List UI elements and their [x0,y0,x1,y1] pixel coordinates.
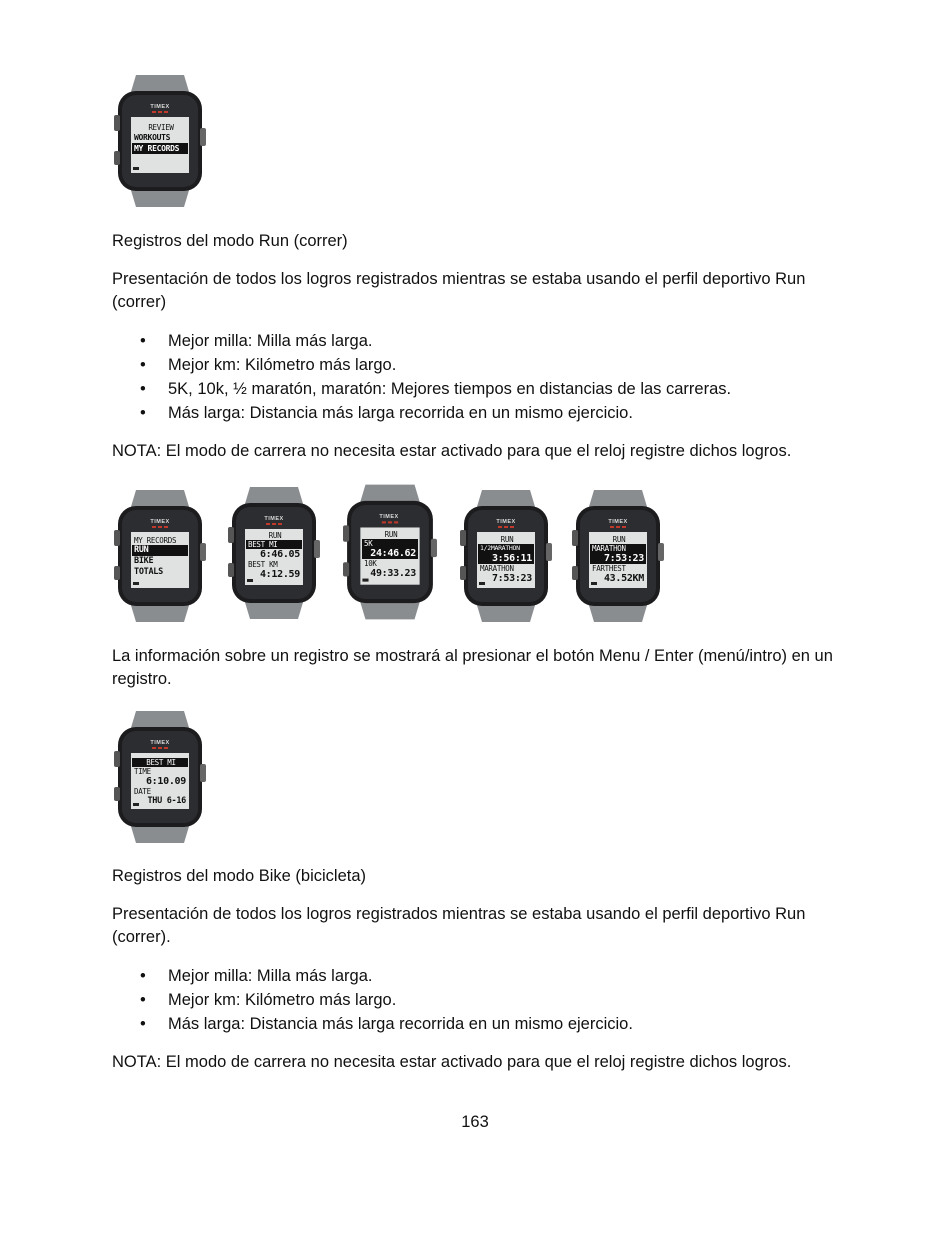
screen-line: DATE [134,787,151,796]
screen-line-selected: 24:46.62 [362,548,418,559]
screen-line-selected: BEST MI [132,758,188,767]
watch-screen [132,536,188,578]
screen-line: 49:33.23 [370,568,416,579]
screen-line: RUN [268,531,282,540]
screen-line: BEST KM [248,560,278,569]
watch-image-review [114,73,206,209]
note-bike: NOTA: El modo de carrera no necesita estar activado para que el reloj registre dichos logros. [112,1053,792,1071]
watch-screen [132,758,188,807]
screen-line-selected: MY RECORDS [132,143,188,154]
screen-line: WORKOUTS [134,133,171,142]
list-item: • 5K, 10k, ½ maratón, maratón: Mejores tiempos en distancias de las carreras. [112,377,842,401]
screen-line-selected: 1/2MARATHON [478,544,534,553]
screen-line-selected: 7:53:23 [590,553,646,564]
watch-brand: TIMEX [379,514,399,520]
watch-brand: TIMEX [264,516,284,522]
list-item: • Mejor milla: Milla más larga. [112,964,842,988]
bullet-list-bike [112,964,842,1036]
screen-line: REVIEW [148,123,174,132]
watch-image-half-marathon [460,488,552,624]
screen-line: 6:10.09 [145,776,186,787]
watch-image-5k [343,481,437,623]
screen-line: 43.52KM [603,573,644,584]
screen-line: BIKE [134,556,154,566]
screen-line: TIME [134,767,151,776]
watch-brand: TIMEX [150,104,170,110]
watch-brand: TIMEX [608,519,628,525]
heading-run-records: Registros del modo Run (correr) [112,232,348,250]
screen-line: MARATHON [480,564,514,573]
list-item: • Mejor km: Kilómetro más largo. [112,353,842,377]
screen-line: 10K [364,559,377,568]
list-item: • Más larga: Distancia más larga recorrida en un mismo ejercicio. [112,1012,842,1036]
screen-line: RUN [612,535,626,544]
watch-screen [362,530,418,579]
screen-line: RUN [500,535,514,544]
watch-image-my-records [114,488,206,624]
paragraph-run: Presentación de todos los logros registrados mientras se estaba usando el perfil deportivo Run (correr) [112,270,806,311]
bullet-list-run [112,329,842,425]
screen-line: RUN [384,530,398,539]
screen-line-selected: 3:56:11 [478,553,534,564]
watch-screen [478,535,534,584]
note-run: NOTA: El modo de carrera no necesita estar activado para que el reloj registre dichos logros. [112,442,792,460]
paragraph-info: La información sobre un registro se mostrará al presionar el botón Menu / Enter (menú/intro) en un registro. [112,647,833,688]
watch-brand: TIMEX [150,519,170,525]
screen-line: MY RECORDS [134,536,177,545]
screen-line: THU 6-16 [147,796,186,806]
watch-image-best-mi [228,485,320,621]
list-item: • Mejor milla: Milla más larga. [112,329,842,353]
list-item: • Más larga: Distancia más larga recorrida en un mismo ejercicio. [112,401,842,425]
paragraph-bike: Presentación de todos los logros registrados mientras se estaba usando el perfil deportivo Run (correr). [112,905,806,946]
watch-brand: TIMEX [150,740,170,746]
screen-line: 7:53:23 [491,573,532,584]
watch-screen [132,123,188,154]
watch-brand: TIMEX [496,519,516,525]
heading-bike-records: Registros del modo Bike (bicicleta) [112,867,367,885]
watch-screen [246,531,302,580]
watch-image-farthest [572,488,664,624]
screen-line: 4:12.59 [259,569,300,580]
watch-image-best-mi-detail [114,709,206,845]
screen-line: FARTHEST [592,564,626,573]
screen-line-selected: 5K [362,539,418,548]
screen-line: 6:46.05 [259,549,300,560]
screen-line-selected: BEST MI [246,540,302,549]
screen-line: TOTALS [134,567,163,577]
screen-line-selected: RUN [132,545,188,556]
screen-line-selected: MARATHON [590,544,646,553]
page-number: 163 [461,1113,489,1131]
list-item: • Mejor km: Kilómetro más largo. [112,988,842,1012]
watch-screen [590,535,646,584]
